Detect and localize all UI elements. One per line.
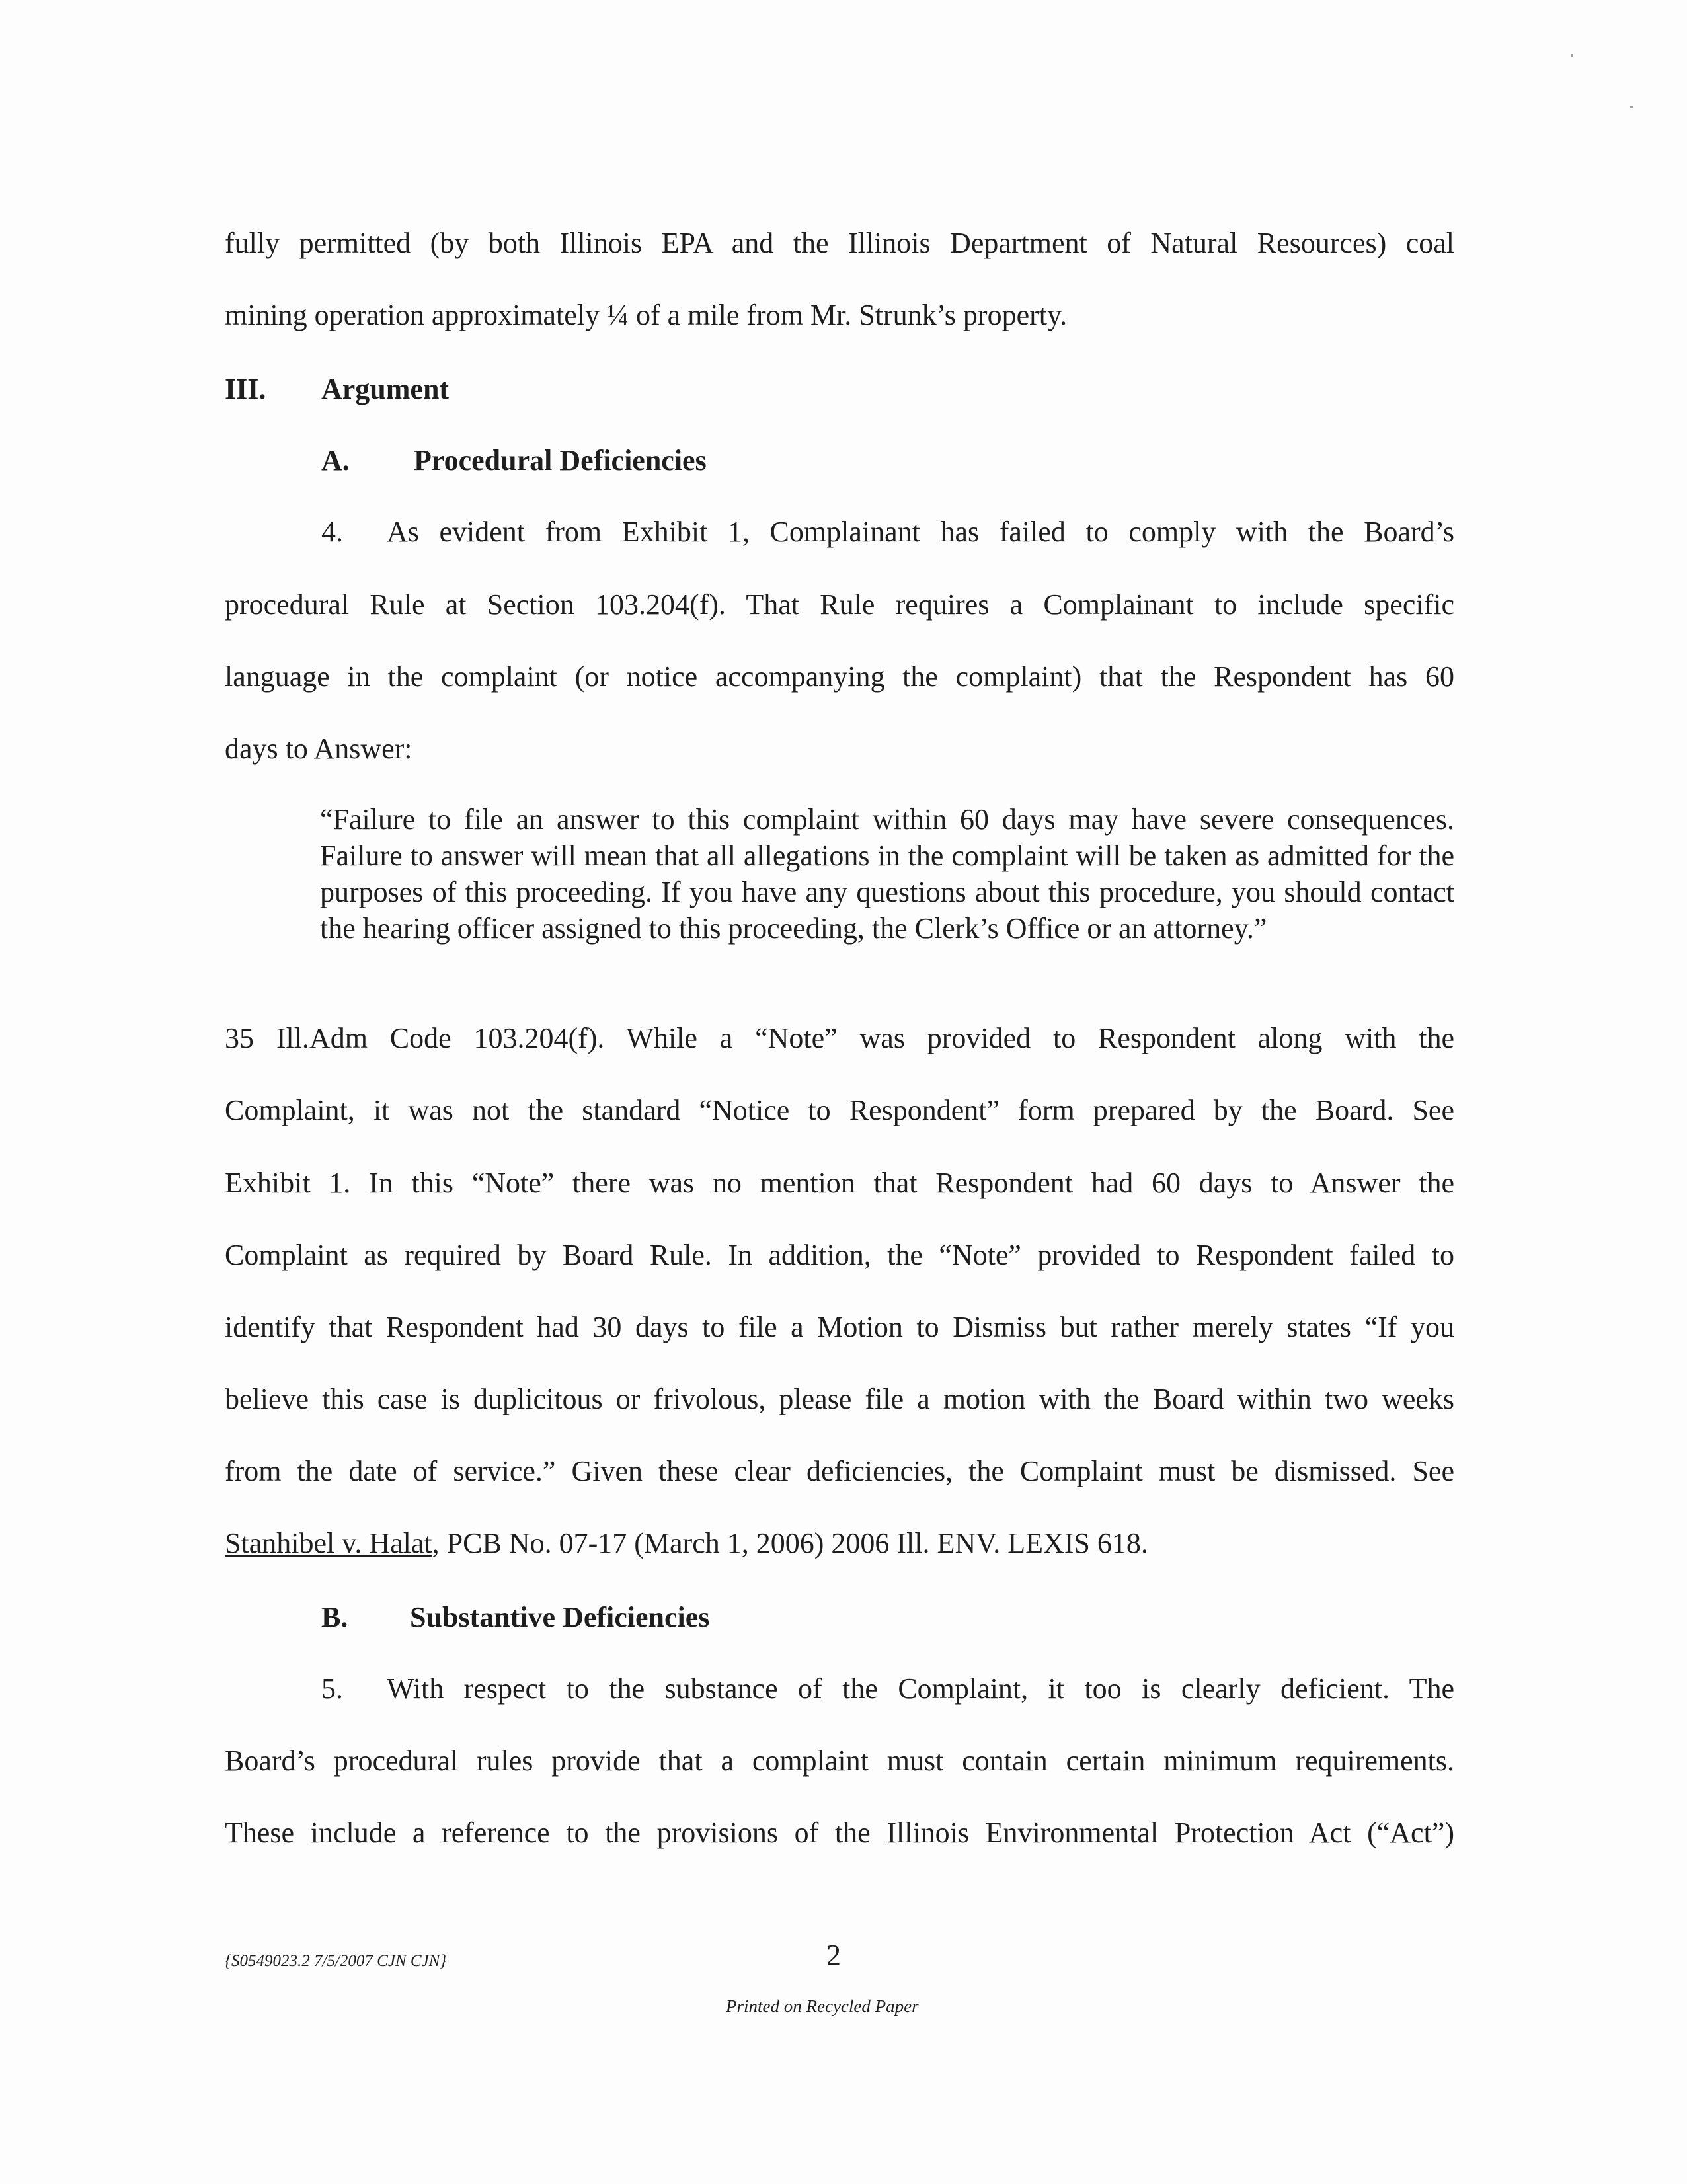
section-heading: Argument — [321, 373, 450, 405]
intro-line-1: fully permitted (by both Illinois EPA and the Illinois Department of Natural Resources) coal — [225, 227, 1454, 259]
document-id: {S0549023.2 7/5/2007 CJN CJN} — [225, 1952, 447, 1970]
paragraph-4-line: language in the complaint (or notice accompanying the complaint) that the Respondent has 60 — [225, 660, 1454, 693]
paragraph-5-line: These include a reference to the provisions of the Illinois Environmental Protection Act (“Act”) — [225, 1816, 1454, 1849]
subsection-heading: Procedural Deficiencies — [414, 444, 707, 477]
block-quote: “Failure to file an answer to this complaint within 60 days may have severe consequences. Failure to answer will mean that all allegations in the complaint will be taken as admitted for the purposes of this proceeding. If you have any questions about this procedure, you should contact the hearing officer assigned to this proceeding, the Clerk’s Office or an attorney.” — [320, 803, 1454, 945]
intro-line-2: mining operation approximately ¼ of a mile from Mr. Strunk’s property. — [225, 299, 1068, 331]
paragraph-4b-line: Exhibit 1. In this “Note” there was no mention that Respondent had 60 days to Answer the — [225, 1167, 1454, 1199]
case-citation: , PCB No. 07-17 (March 1, 2006) 2006 Ill. ENV. LEXIS 618. — [432, 1527, 1148, 1559]
case-name: Stanhibel v. Halat — [225, 1527, 432, 1559]
section-number: III. — [225, 373, 266, 405]
paragraph-4b-line: Complaint as required by Board Rule. In addition, the “Note” provided to Respondent failed to — [225, 1239, 1454, 1271]
paragraph-5-line: Board’s procedural rules provide that a complaint must contain certain minimum requirements. — [225, 1744, 1454, 1777]
subsection-letter: A. — [321, 444, 350, 477]
paragraph-5-line: 5. With respect to the substance of the Complaint, it too is clearly deficient. The — [321, 1672, 1454, 1705]
page-number: 2 — [826, 1939, 841, 1971]
printed-note: Printed on Recycled Paper — [726, 1996, 919, 2016]
subsection-heading: Substantive Deficiencies — [410, 1601, 710, 1633]
paragraph-4b-line: from the date of service.” Given these clear deficiencies, the Complaint must be dismissed. See — [225, 1455, 1454, 1487]
subsection-letter: B. — [321, 1601, 348, 1633]
paragraph-4b-line: believe this case is duplicitous or frivolous, please file a motion with the Board within two weeks — [225, 1383, 1454, 1415]
paragraph-4b-line: 35 Ill.Adm Code 103.204(f). While a “Note” was provided to Respondent along with the — [225, 1022, 1454, 1054]
paragraph-4-line: procedural Rule at Section 103.204(f). That Rule requires a Complainant to include specific — [225, 588, 1454, 621]
scan-speck — [1630, 106, 1633, 108]
citation-line — [225, 1525, 1148, 1562]
paragraph-4b-line: identify that Respondent had 30 days to file a Motion to Dismiss but rather merely states “If you — [225, 1311, 1454, 1343]
paragraph-4b-line: Complaint, it was not the standard “Notice to Respondent” form prepared by the Board. See — [225, 1094, 1454, 1126]
paragraph-4-line: days to Answer: — [225, 732, 412, 765]
paragraph-4-line: 4. As evident from Exhibit 1, Complainant has failed to comply with the Board’s — [321, 516, 1454, 548]
scan-speck — [1571, 54, 1573, 57]
